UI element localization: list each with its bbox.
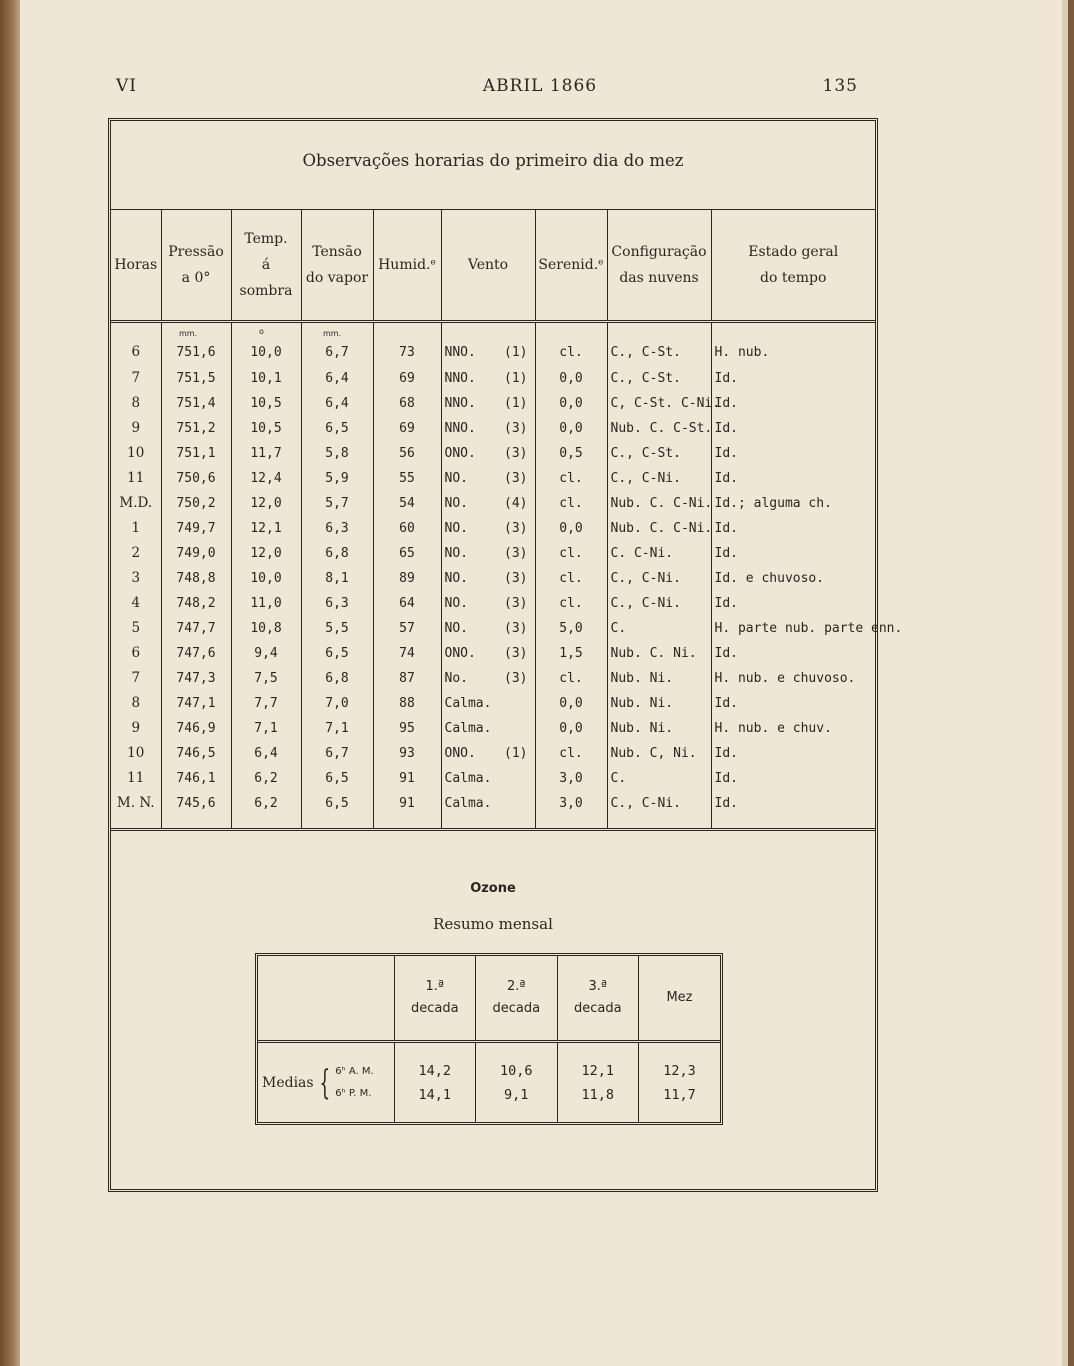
unit-pressure: mm. (179, 329, 198, 338)
cell-estado: H. nub. e chuv. (711, 716, 875, 741)
cell-humid: 87 (373, 666, 441, 691)
cell-serenid: cl. (535, 591, 607, 616)
cell-hora: 1 (131, 520, 141, 536)
cell-pressao: 750,2 (161, 491, 231, 516)
cell-configuracao: C., C-St. (607, 441, 711, 466)
cell-serenid: 3,0 (535, 791, 607, 830)
cell-temp: 11,0 (231, 591, 301, 616)
cell-temp: 6,4 (231, 741, 301, 766)
cell-estado: H. nub. e chuvoso. (711, 666, 875, 691)
ozone-mez-values: 12,3 11,7 (639, 1042, 721, 1123)
cell-configuracao: C. (607, 766, 711, 791)
running-header-title: ABRIL 1866 (482, 76, 598, 96)
cell-hora: M.D. (119, 495, 153, 511)
ozone-header-dec3: 3.ª decada (557, 956, 639, 1042)
cell-serenid: cl. (535, 741, 607, 766)
ozone-time-pm: 6ʰ P. M. (335, 1087, 372, 1099)
cell-configuracao: C. C-Ni. (607, 541, 711, 566)
cell-hora: 7 (131, 370, 141, 386)
cell-vento: ONO. (3) (441, 441, 535, 466)
cell-tensao: 5,9 (301, 466, 373, 491)
book-spine (0, 0, 22, 1366)
cell-tensao: 6,5 (301, 791, 373, 830)
table-row (111, 741, 875, 766)
cell-temp: 6,2 (231, 766, 301, 791)
cell-estado: Id. (711, 641, 875, 666)
cell-serenid: 1,5 (535, 641, 607, 666)
cell-configuracao: C., C-St. (607, 322, 711, 367)
cell-configuracao: C., C-Ni. (607, 791, 711, 830)
cell-serenid: cl. (535, 566, 607, 591)
cell-serenid: 5,0 (535, 616, 607, 641)
col-header-serenid: Serenid.ᵉ (535, 210, 607, 322)
cell-serenid: cl. (535, 666, 607, 691)
cell-tensao: 6,3 (301, 591, 373, 616)
table-row (111, 491, 875, 516)
cell-estado: Id. (711, 691, 875, 716)
table-frame (108, 118, 903, 1192)
cell-pressao: 746,9 (161, 716, 231, 741)
cell-configuracao: Nub. Ni. (607, 666, 711, 691)
cell-pressao: 751,6 (161, 322, 231, 367)
ozone-header-mez: Mez (639, 956, 721, 1042)
cell-pressao: 746,1 (161, 766, 231, 791)
table-row (111, 516, 875, 541)
cell-humid: 95 (373, 716, 441, 741)
cell-pressao: 749,0 (161, 541, 231, 566)
cell-serenid: 0,5 (535, 441, 607, 466)
cell-hora: 6 (131, 344, 141, 360)
cell-vento: NO. (3) (441, 466, 535, 491)
cell-tensao: 5,5 (301, 616, 373, 641)
cell-hora: 8 (131, 395, 141, 411)
cell-vento: ONO. (1) (441, 741, 535, 766)
col-header-tensao: Tensão do vapor (301, 210, 373, 322)
cell-vento: NO. (3) (441, 566, 535, 591)
cell-temp: 12,1 (231, 516, 301, 541)
cell-estado: Id. (711, 516, 875, 541)
cell-estado: H. parte nub. parte enn. (711, 616, 875, 641)
cell-estado: Id. (711, 466, 875, 491)
cell-estado: Id. (711, 416, 875, 441)
running-header-left: VI (116, 76, 137, 96)
cell-temp: 6,2 (231, 791, 301, 830)
cell-tensao: 6,5 (301, 766, 373, 791)
cell-humid: 69 (373, 366, 441, 391)
cell-tensao: 5,8 (301, 441, 373, 466)
cell-temp: 11,7 (231, 441, 301, 466)
cell-vento: NO. (3) (441, 541, 535, 566)
cell-humid: 73 (373, 322, 441, 367)
cell-vento: NO. (3) (441, 616, 535, 641)
ozone-subtitle: Resumo mensal (433, 915, 553, 933)
ozone-summary-box (255, 953, 723, 1125)
cell-pressao: 747,1 (161, 691, 231, 716)
table-row (111, 541, 875, 566)
cell-configuracao: C, C-St. C-Ni. (607, 391, 711, 416)
cell-hora: 9 (131, 420, 141, 436)
cell-serenid: 0,0 (535, 516, 607, 541)
table-row (111, 591, 875, 616)
cell-configuracao: Nub. C. C-Ni. (607, 491, 711, 516)
cell-serenid: cl. (535, 322, 607, 367)
cell-temp: 7,5 (231, 666, 301, 691)
cell-temp: 12,0 (231, 491, 301, 516)
cell-vento: NNO. (1) (441, 366, 535, 391)
cell-pressao: 747,3 (161, 666, 231, 691)
cell-tensao: 6,8 (301, 666, 373, 691)
hourly-observations-table (111, 209, 903, 831)
cell-vento: NO. (3) (441, 516, 535, 541)
table-row (111, 766, 875, 791)
cell-configuracao: C., C-St. (607, 366, 711, 391)
table-row (111, 616, 875, 641)
cell-humid: 91 (373, 766, 441, 791)
cell-configuracao: C., C-Ni. (607, 566, 711, 591)
cell-pressao: 751,1 (161, 441, 231, 466)
cell-pressao: 751,5 (161, 366, 231, 391)
cell-serenid: 0,0 (535, 366, 607, 391)
col-header-horas: Horas (111, 210, 161, 322)
cell-tensao: 6,4 (301, 391, 373, 416)
table-row (111, 791, 875, 830)
col-header-estado: Estado geral do tempo (711, 210, 875, 322)
cell-vento: NO. (3) (441, 591, 535, 616)
cell-humid: 88 (373, 691, 441, 716)
table-row (111, 441, 875, 466)
col-header-pressao: Pressão a 0° (161, 210, 231, 322)
cell-vento: Calma. (441, 766, 535, 791)
cell-humid: 65 (373, 541, 441, 566)
cell-pressao: 747,6 (161, 641, 231, 666)
cell-temp: 10,0 (231, 322, 301, 367)
cell-pressao: 745,6 (161, 791, 231, 830)
cell-hora: 4 (131, 595, 141, 611)
table-row (111, 391, 875, 416)
cell-humid: 54 (373, 491, 441, 516)
cell-estado: Id. (711, 591, 875, 616)
cell-estado: Id. (711, 441, 875, 466)
cell-estado: Id. (711, 741, 875, 766)
cell-vento: Calma. (441, 716, 535, 741)
cell-tensao: 5,7 (301, 491, 373, 516)
unit-tension: mm. (323, 329, 342, 338)
cell-serenid: cl. (535, 466, 607, 491)
ozone-header-row (258, 956, 720, 1042)
cell-estado: H. nub. (711, 322, 875, 367)
table-row (111, 466, 875, 491)
cell-tensao: 8,1 (301, 566, 373, 591)
cell-humid: 56 (373, 441, 441, 466)
cell-configuracao: C., C-Ni. (607, 591, 711, 616)
table-row (111, 366, 875, 391)
cell-configuracao: Nub. Ni. (607, 691, 711, 716)
cell-estado: Id. (711, 366, 875, 391)
cell-temp: 10,5 (231, 391, 301, 416)
cell-hora: 2 (131, 545, 141, 561)
cell-tensao: 6,7 (301, 741, 373, 766)
cell-humid: 60 (373, 516, 441, 541)
cell-tensao: 7,0 (301, 691, 373, 716)
ozone-dec3-values: 12,1 11,8 (557, 1042, 639, 1123)
cell-humid: 91 (373, 791, 441, 830)
cell-hora: 11 (127, 770, 145, 786)
table-row (111, 322, 875, 367)
cell-estado: Id. e chuvoso. (711, 566, 875, 591)
cell-temp: 7,7 (231, 691, 301, 716)
cell-temp: 12,4 (231, 466, 301, 491)
ozone-title: Ozone (470, 881, 516, 896)
table-row (111, 716, 875, 741)
cell-hora: 6 (131, 645, 141, 661)
cell-configuracao: Nub. C. C-Ni. (607, 516, 711, 541)
ozone-summary-table (258, 956, 720, 1122)
cell-estado: Id. (711, 541, 875, 566)
cell-humid: 69 (373, 416, 441, 441)
cell-pressao: 747,7 (161, 616, 231, 641)
cell-temp: 10,5 (231, 416, 301, 441)
cell-configuracao: C. (607, 616, 711, 641)
cell-hora: 10 (127, 445, 145, 461)
ozone-header-blank (258, 956, 394, 1042)
cell-serenid: cl. (535, 541, 607, 566)
cell-estado: Id. (711, 791, 875, 830)
cell-configuracao: Nub. C, Ni. (607, 741, 711, 766)
cell-pressao: 749,7 (161, 516, 231, 541)
ozone-header-dec2: 2.ª decada (476, 956, 558, 1042)
cell-hora: 11 (127, 470, 145, 486)
cell-tensao: 6,3 (301, 516, 373, 541)
cell-serenid: 3,0 (535, 766, 607, 791)
cell-configuracao: Nub. C. Ni. (607, 641, 711, 666)
ozone-values-row (258, 1042, 720, 1123)
cell-humid: 68 (373, 391, 441, 416)
cell-vento: ONO. (3) (441, 641, 535, 666)
cell-tensao: 6,8 (301, 541, 373, 566)
ozone-dec1-values: 14,2 14,1 (394, 1042, 476, 1123)
cell-configuracao: C., C-Ni. (607, 466, 711, 491)
table-row (111, 416, 875, 441)
cell-humid: 89 (373, 566, 441, 591)
ozone-time-am: 6ʰ A. M. (335, 1065, 374, 1077)
cell-temp: 10,0 (231, 566, 301, 591)
cell-temp: 12,0 (231, 541, 301, 566)
ozone-row-label: Medias { 6ʰ A. M. 6ʰ P. M. (262, 1062, 374, 1103)
cell-tensao: 6,4 (301, 366, 373, 391)
cell-estado: Id. (711, 391, 875, 416)
cell-tensao: 6,5 (301, 641, 373, 666)
cell-humid: 55 (373, 466, 441, 491)
table-row (111, 566, 875, 591)
cell-serenid: cl. (535, 491, 607, 516)
page-edge (1062, 0, 1068, 1366)
cell-vento: Calma. (441, 691, 535, 716)
cell-serenid: 0,0 (535, 716, 607, 741)
cell-temp: 9,4 (231, 641, 301, 666)
cell-tensao: 7,1 (301, 716, 373, 741)
cell-hora: 7 (131, 670, 141, 686)
table-title: Observações horarias do primeiro dia do mez (302, 151, 684, 170)
page (20, 0, 1068, 1366)
cell-temp: 10,8 (231, 616, 301, 641)
col-header-vento: Vento (441, 210, 535, 322)
cell-humid: 57 (373, 616, 441, 641)
table-header-row (111, 210, 875, 322)
col-header-temp: Temp. á sombra (231, 210, 301, 322)
table-row (111, 666, 875, 691)
cell-pressao: 748,8 (161, 566, 231, 591)
cell-vento: No. (3) (441, 666, 535, 691)
page-number: 135 (822, 76, 858, 96)
cell-hora: 5 (131, 620, 141, 636)
cell-serenid: 0,0 (535, 391, 607, 416)
cell-estado: Id. (711, 766, 875, 791)
ozone-dec2-values: 10,6 9,1 (476, 1042, 558, 1123)
cell-serenid: 0,0 (535, 691, 607, 716)
cell-hora: 10 (127, 745, 145, 761)
cell-vento: NNO. (1) (441, 322, 535, 367)
col-header-humid: Humid.ᵉ (373, 210, 441, 322)
cell-humid: 64 (373, 591, 441, 616)
table-row (111, 641, 875, 666)
cell-vento: NO. (4) (441, 491, 535, 516)
cell-vento: NNO. (3) (441, 416, 535, 441)
unit-temp: o (259, 327, 264, 336)
cell-hora: 9 (131, 720, 141, 736)
ozone-header-dec1: 1.ª decada (394, 956, 476, 1042)
cell-hora: 8 (131, 695, 141, 711)
cell-pressao: 748,2 (161, 591, 231, 616)
cell-pressao: 750,6 (161, 466, 231, 491)
cell-hora: 3 (131, 570, 141, 586)
col-header-configuracao: Configuração das nuvens (607, 210, 711, 322)
cell-pressao: 746,5 (161, 741, 231, 766)
cell-temp: 10,1 (231, 366, 301, 391)
cell-tensao: 6,5 (301, 416, 373, 441)
cell-pressao: 751,4 (161, 391, 231, 416)
cell-hora: M. N. (111, 791, 161, 830)
cell-vento: Calma. (441, 791, 535, 830)
cell-tensao: 6,7 (301, 322, 373, 367)
cell-estado: Id.; alguma ch. (711, 491, 875, 516)
cell-vento: NNO. (1) (441, 391, 535, 416)
cell-configuracao: Nub. C. C-St. (607, 416, 711, 441)
cell-configuracao: Nub. Ni. (607, 716, 711, 741)
cell-humid: 93 (373, 741, 441, 766)
table-row (111, 691, 875, 716)
cell-pressao: 751,2 (161, 416, 231, 441)
cell-humid: 74 (373, 641, 441, 666)
cell-serenid: 0,0 (535, 416, 607, 441)
cell-temp: 7,1 (231, 716, 301, 741)
